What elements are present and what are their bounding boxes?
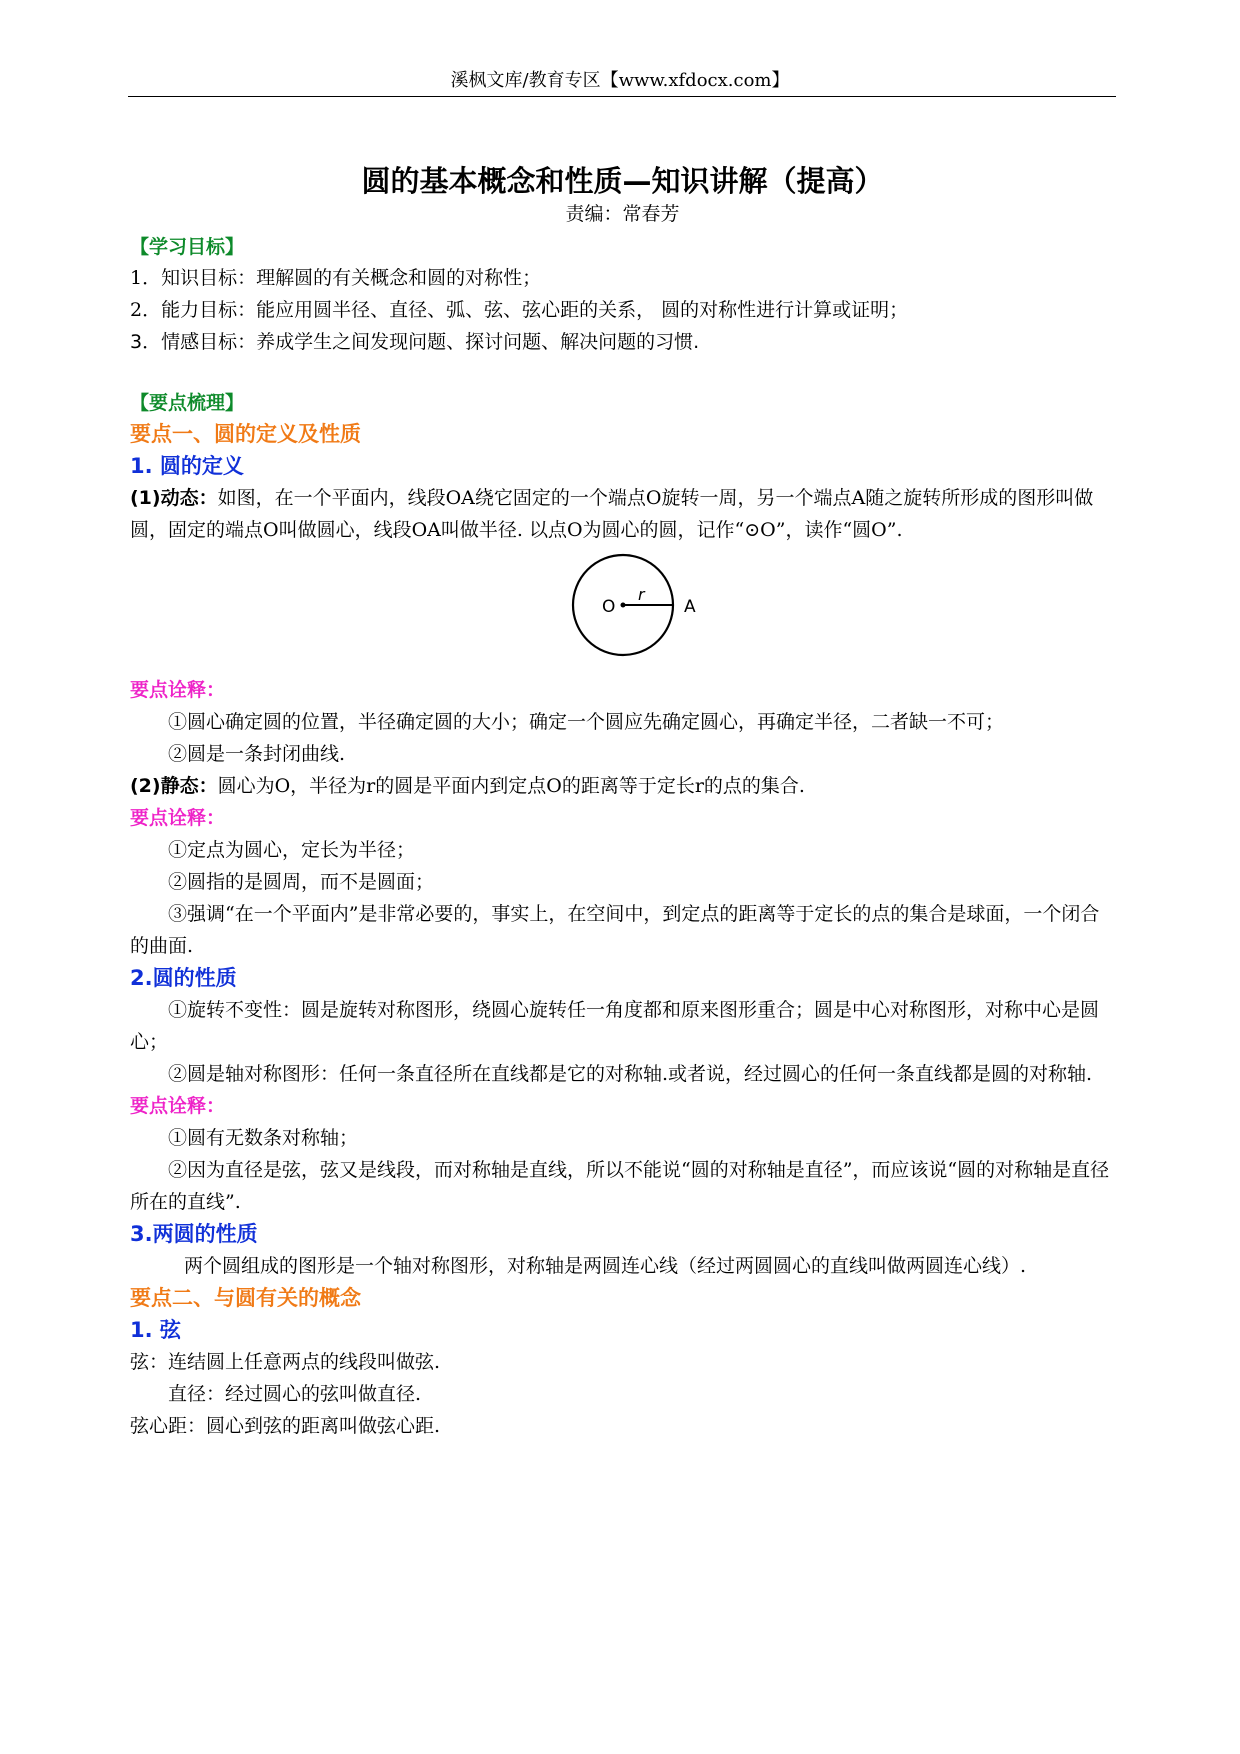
section-spacer [130, 358, 1115, 388]
note2-item: ③强调“在一个平面内”是非常必要的，事实上，在空间中，到定点的距离等于定长的点的集合是球面，一个闭合的曲面. [130, 903, 1100, 957]
label-a-svg [678, 592, 708, 622]
document-title: 圆的基本概念和性质—知识讲解（提高） [361, 164, 884, 198]
point2-sub1-heading: 1. 弦 [130, 1318, 181, 1342]
dynamic-label: (1)动态： [130, 487, 218, 509]
objectives-heading: 【学习目标】 [130, 236, 245, 258]
point1-heading: 要点一、圆的定义及性质 [130, 422, 361, 446]
note3-item: ②因为直径是弦，弦又是线段，而对称轴是直线，所以不能说“圆的对称轴是直径”，而应该说“圆的对称轴是直径所在的直线”. [130, 1159, 1110, 1213]
static-label: (2)静态： [130, 775, 218, 797]
static-definition [130, 770, 1115, 802]
note2-heading: 要点诠释： [130, 807, 226, 829]
two-circles-text: 两个圆组成的图形是一个轴对称图形，对称轴是两圆连心线（经过两圆圆心的直线叫做两圆连心线）. [184, 1255, 1027, 1277]
dynamic-text: 如图，在一个平面内，线段OA绕它固定的一个端点O旋转一周，另一个端点A随之旋转所形成的图形叫做圆，固定的端点O叫做圆心，线段OA叫做半径. 以点O为圆心的圆，记作“⊙O”，读作“圆O”. [130, 487, 1094, 541]
label-a: A [684, 597, 696, 617]
dynamic-definition [130, 482, 1115, 546]
page-header: 溪枫文库/教育专区【www.xfdocx.com】 [450, 70, 790, 91]
summary-heading: 【要点梳理】 [130, 392, 245, 414]
chord-distance-definition: 弦心距：圆心到弦的距离叫做弦心距. [130, 1415, 441, 1437]
header-divider [128, 96, 1116, 97]
objective-item: 2．能力目标：能应用圆半径、直径、弧、弦、弦心距的关系， 圆的对称性进行计算或证明； [130, 299, 909, 321]
static-text: 圆心为O，半径为r的圆是平面内到定点O的距离等于定长r的点的集合. [217, 775, 805, 797]
diameter-definition: 直径：经过圆心的弦叫做直径. [168, 1383, 422, 1405]
chord-definition: 弦：连结圆上任意两点的线段叫做弦. [130, 1351, 441, 1373]
note3-item: ①圆有无数条对称轴； [168, 1127, 359, 1149]
note3-heading: 要点诠释： [130, 1095, 226, 1117]
property-item: ①旋转不变性：圆是旋转对称图形，绕圆心旋转任一角度都和原来图形重合；圆是中心对称图形，对称中心是圆心； [130, 999, 1100, 1053]
note1-heading: 要点诠释： [130, 679, 226, 701]
point1-sub2-heading: 2.圆的性质 [130, 966, 237, 990]
circle-diagram [568, 550, 678, 660]
point1-sub3-heading: 3.两圆的性质 [130, 1222, 258, 1246]
label-o: O [602, 597, 616, 617]
center-point [621, 603, 626, 608]
note2-item: ①定点为圆心，定长为半径； [168, 839, 416, 861]
editor-line: 责编：常春芳 [565, 203, 680, 225]
property-item: ②圆是轴对称图形：任何一条直径所在直线都是它的对称轴.或者说，经过圆心的任何一条直线都是圆的对称轴. [168, 1063, 1093, 1085]
point2-heading: 要点二、与圆有关的概念 [130, 1286, 361, 1310]
note1-item: ①圆心确定圆的位置，半径确定圆的大小；确定一个圆应先确定圆心，再确定半径，二者缺一不可； [168, 711, 1005, 733]
objective-item: 3．情感目标：养成学生之间发现问题、探讨问题、解决问题的习惯. [130, 331, 700, 353]
document-body [130, 162, 1115, 1442]
objective-item: 1．知识目标：理解圆的有关概念和圆的对称性； [130, 267, 542, 289]
note1-item: ②圆是一条封闭曲线. [168, 743, 346, 765]
circle-figure [130, 546, 1115, 674]
point1-sub1-heading: 1. 圆的定义 [130, 454, 244, 478]
note2-item: ②圆指的是圆周，而不是圆面； [168, 871, 435, 893]
label-r: r [638, 585, 645, 604]
